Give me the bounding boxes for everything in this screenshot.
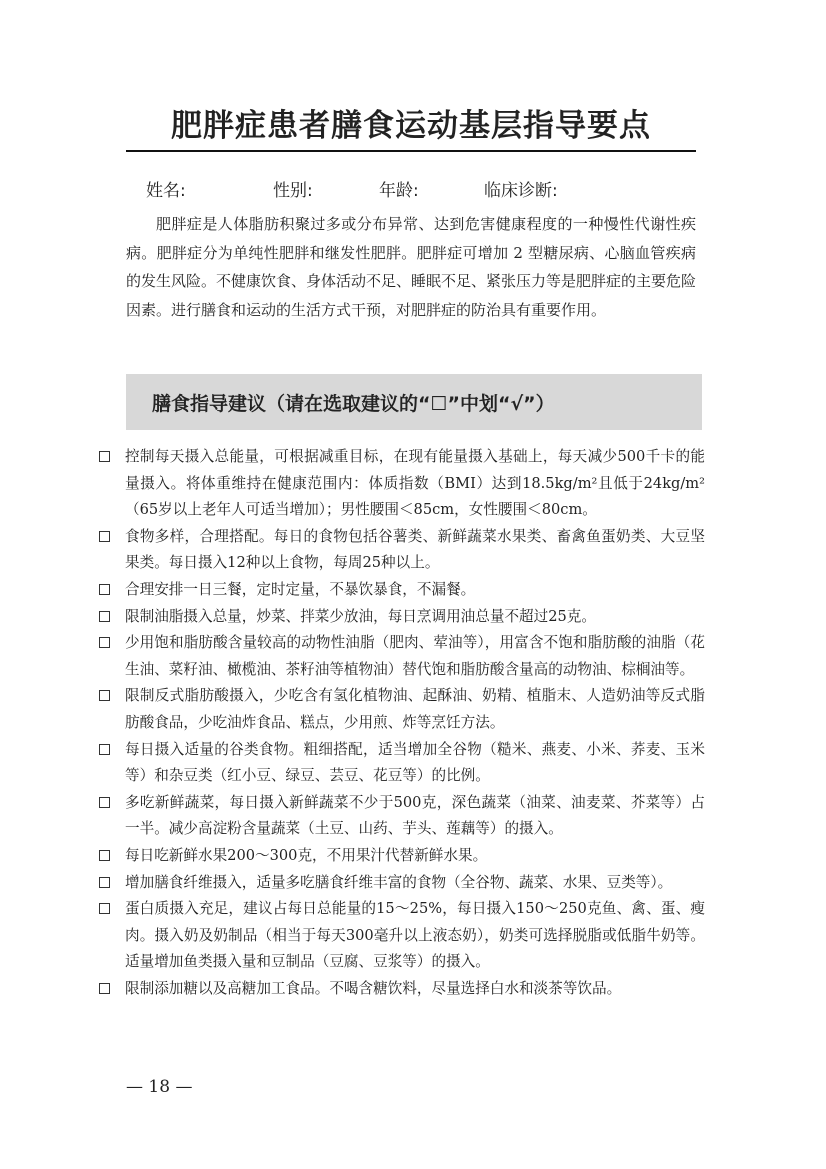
list-item <box>97 604 705 631</box>
item-text: 合理安排一日三餐，定时定量，不暴饮暴食，不漏餐。 <box>125 580 476 598</box>
item-text: 控制每天摄入总能量，可根据减重目标，在现有能量摄入基础上，每天减少500千卡的能量摄入。将体重维持在健康范围内：体质指数（BMI）达到18.5kg/m²且低于24kg/m²（65岁以上老年人可适当增加）；男性腰围＜85cm，女性腰围＜80cm。 <box>125 448 705 519</box>
checkbox-icon[interactable] <box>99 531 110 542</box>
item-text: 食物多样，合理搭配。每日的食物包括谷薯类、新鲜蔬菜水果类、畜禽鱼蛋奶类、大豆坚果类。每日摄入12种以上食物，每周25种以上。 <box>125 527 705 572</box>
page-number: — 18 — <box>126 1077 193 1097</box>
section-title: 膳食指导建议（请在选取建议的“☐”中划“√”） <box>152 393 555 415</box>
item-text: 限制油脂摄入总量，炒菜、拌菜少放油，每日烹调用油总量不超过25克。 <box>125 607 596 625</box>
sex-field-label[interactable]: 性别: <box>273 181 313 201</box>
list-item <box>97 683 705 736</box>
list-item <box>97 976 705 1003</box>
list-item <box>97 444 705 524</box>
intro-paragraph: 肥胖症是人体脂肪积聚过多或分布异常、达到危害健康程度的一种慢性代谢性疾病。肥胖症分为单纯性肥胖和继发性肥胖。肥胖症可增加 2 型糖尿病、心脑血管疾病的发生风险。不健康饮食、身体活动不足、睡眠不足、紧张压力等是肥胖症的主要危险因素。进行膳食和运动的生活方式干预，对肥胖症的防治具有重要作用。 <box>126 215 697 319</box>
age-field-label[interactable]: 年龄: <box>379 181 419 201</box>
item-text: 蛋白质摄入充足，建议占每日总能量的15～25%，每日摄入150～250克鱼、禽、蛋、瘦肉。摄入奶及奶制品（相当于每天300毫升以上液态奶），奶类可选择脱脂或低脂牛奶等。适量增加鱼类摄入量和豆制品（豆腐、豆浆等）的摄入。 <box>125 900 705 971</box>
checkbox-icon[interactable] <box>99 744 110 755</box>
checkbox-icon[interactable] <box>99 584 110 595</box>
checkbox-icon[interactable] <box>99 903 110 914</box>
page-title: 肥胖症患者膳食运动基层指导要点 <box>171 108 651 144</box>
checkbox-icon[interactable] <box>99 611 110 622</box>
checkbox-icon[interactable] <box>99 877 110 888</box>
checkbox-icon[interactable] <box>99 797 110 808</box>
item-text: 每日吃新鲜水果200～300克，不用果汁代替新鲜水果。 <box>125 846 488 864</box>
checkbox-icon[interactable] <box>99 451 110 462</box>
list-item <box>97 870 705 897</box>
title-divider <box>126 150 696 152</box>
checkbox-icon[interactable] <box>99 850 110 861</box>
list-item <box>97 524 705 577</box>
checkbox-icon[interactable] <box>99 983 110 994</box>
diagnosis-field-label[interactable]: 临床诊断: <box>484 181 558 201</box>
item-text: 限制添加糖以及高糖加工食品。不喝含糖饮料，尽量选择白水和淡茶等饮品。 <box>125 979 622 997</box>
list-item <box>97 843 705 870</box>
checkbox-icon[interactable] <box>99 637 110 648</box>
name-field-label[interactable]: 姓名: <box>146 181 186 201</box>
list-item <box>97 577 705 604</box>
section-header <box>126 374 702 430</box>
item-text: 增加膳食纤维摄入，适量多吃膳食纤维丰富的食物（全谷物、蔬菜、水果、豆类等）。 <box>125 873 673 891</box>
diet-advice-list <box>97 444 705 1002</box>
item-text: 每日摄入适量的谷类食物。粗细搭配，适当增加全谷物（糙米、燕麦、小米、荞麦、玉米等）和杂豆类（红小豆、绿豆、芸豆、花豆等）的比例。 <box>125 740 705 785</box>
list-item <box>97 790 705 843</box>
list-item <box>97 630 705 683</box>
item-text: 多吃新鲜蔬菜，每日摄入新鲜蔬菜不少于500克，深色蔬菜（油菜、油麦菜、芥菜等）占一半。减少高淀粉含量蔬菜（土豆、山药、芋头、莲藕等）的摄入。 <box>125 793 705 838</box>
checkbox-icon[interactable] <box>99 690 110 701</box>
item-text: 少用饱和脂肪酸含量较高的动物性油脂（肥肉、荤油等），用富含不饱和脂肪酸的油脂（花生油、菜籽油、橄榄油、茶籽油等植物油）替代饱和脂肪酸含量高的动物油、棕榈油等。 <box>125 634 705 678</box>
list-item <box>97 896 705 976</box>
list-item <box>97 737 705 790</box>
item-text: 限制反式脂肪酸摄入，少吃含有氢化植物油、起酥油、奶精、植脂末、人造奶油等反式脂肪酸食品，少吃油炸食品、糕点，少用煎、炸等烹饪方法。 <box>125 687 705 731</box>
